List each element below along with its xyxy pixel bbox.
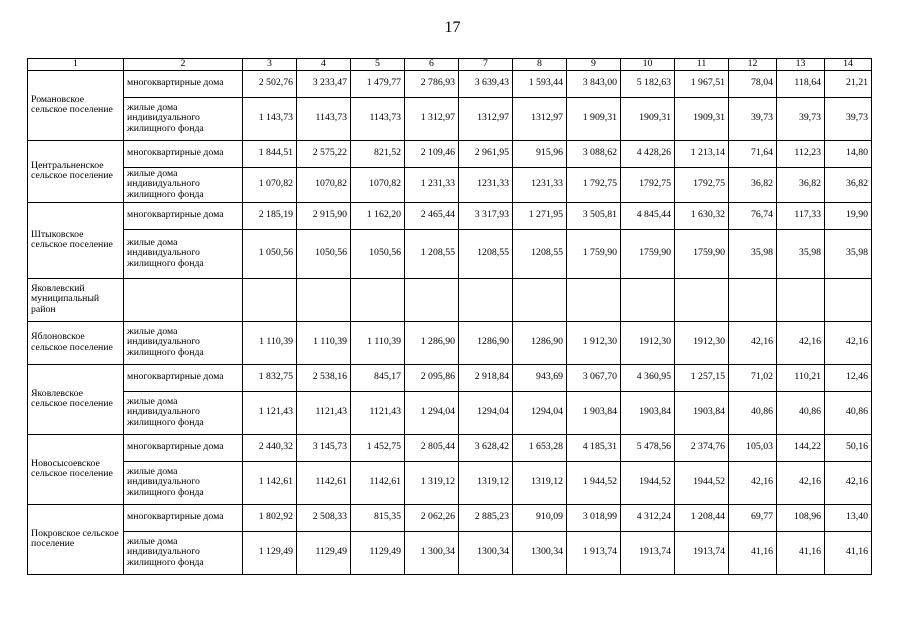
value-cell: 2 885,23 [459, 504, 513, 531]
column-number-header: 13 [777, 59, 825, 71]
housing-type-cell: жилые дома индивидуального жилищного фонда [124, 97, 243, 140]
value-cell: 1 944,52 [567, 461, 621, 504]
value-cell: 71,64 [729, 140, 777, 167]
value-cell: 41,16 [729, 531, 777, 574]
value-cell: 1208,55 [459, 229, 513, 278]
value-cell: 1319,12 [513, 461, 567, 504]
value-cell: 1 129,49 [243, 531, 297, 574]
empty-cell [405, 278, 459, 321]
value-cell: 1143,73 [351, 97, 405, 140]
value-cell: 1 300,34 [405, 531, 459, 574]
empty-cell [825, 278, 872, 321]
value-cell: 42,16 [825, 321, 872, 364]
value-cell: 1231,33 [459, 167, 513, 202]
housing-type-cell: многоквартирные дома [124, 364, 243, 391]
value-cell: 1 257,15 [675, 364, 729, 391]
value-cell: 1129,49 [297, 531, 351, 574]
value-cell: 1050,56 [297, 229, 351, 278]
value-cell: 1286,90 [459, 321, 513, 364]
value-cell: 1 070,82 [243, 167, 297, 202]
value-cell: 2 575,22 [297, 140, 351, 167]
value-cell: 2 508,33 [297, 504, 351, 531]
table-row [28, 70, 872, 97]
value-cell: 36,82 [825, 167, 872, 202]
value-cell: 69,77 [729, 504, 777, 531]
table-row [28, 364, 872, 391]
value-cell: 1903,84 [675, 391, 729, 434]
value-cell: 1208,55 [513, 229, 567, 278]
column-number-header: 9 [567, 59, 621, 71]
value-cell: 2 062,26 [405, 504, 459, 531]
value-cell: 1 121,43 [243, 391, 297, 434]
value-cell: 1 452,75 [351, 434, 405, 461]
value-cell: 42,16 [825, 461, 872, 504]
value-cell: 1 630,32 [675, 202, 729, 229]
value-cell: 1913,74 [621, 531, 675, 574]
value-cell: 1 142,61 [243, 461, 297, 504]
value-cell: 845,17 [351, 364, 405, 391]
value-cell: 1319,12 [459, 461, 513, 504]
empty-cell [351, 278, 405, 321]
column-number-header: 12 [729, 59, 777, 71]
table-row [28, 140, 872, 167]
value-cell: 144,22 [777, 434, 825, 461]
housing-type-cell: многоквартирные дома [124, 504, 243, 531]
empty-cell [567, 278, 621, 321]
value-cell: 35,98 [729, 229, 777, 278]
value-cell: 42,16 [729, 321, 777, 364]
value-cell: 1944,52 [675, 461, 729, 504]
value-cell: 42,16 [777, 461, 825, 504]
municipality-cell: Яковлевское сельское поселение [28, 364, 124, 434]
table-row [28, 321, 872, 364]
empty-cell [777, 278, 825, 321]
table-row [28, 229, 872, 278]
value-cell: 1759,90 [621, 229, 675, 278]
value-cell: 4 428,26 [621, 140, 675, 167]
value-cell: 1 759,90 [567, 229, 621, 278]
value-cell: 2 502,76 [243, 70, 297, 97]
value-cell: 1 294,04 [405, 391, 459, 434]
value-cell: 118,64 [777, 70, 825, 97]
value-cell: 821,52 [351, 140, 405, 167]
value-cell: 1142,61 [297, 461, 351, 504]
municipality-cell: Центральненское сельское поселение [28, 140, 124, 202]
value-cell: 5 182,63 [621, 70, 675, 97]
value-cell: 1129,49 [351, 531, 405, 574]
column-number-header: 14 [825, 59, 872, 71]
table-row [28, 531, 872, 574]
value-cell: 40,86 [825, 391, 872, 434]
value-cell: 12,46 [825, 364, 872, 391]
value-cell: 1909,31 [621, 97, 675, 140]
empty-cell [124, 278, 243, 321]
empty-cell [243, 278, 297, 321]
column-number-header: 4 [297, 59, 351, 71]
value-cell: 3 088,62 [567, 140, 621, 167]
table-row [28, 504, 872, 531]
value-cell: 1231,33 [513, 167, 567, 202]
column-number-header: 10 [621, 59, 675, 71]
value-cell: 2 915,90 [297, 202, 351, 229]
value-cell: 78,04 [729, 70, 777, 97]
value-cell: 1912,30 [675, 321, 729, 364]
value-cell: 35,98 [825, 229, 872, 278]
value-cell: 13,40 [825, 504, 872, 531]
value-cell: 1300,34 [513, 531, 567, 574]
housing-type-cell: жилые дома индивидуального жилищного фонда [124, 167, 243, 202]
value-cell: 1 312,97 [405, 97, 459, 140]
value-cell: 915,96 [513, 140, 567, 167]
value-cell: 1 913,74 [567, 531, 621, 574]
value-cell: 110,21 [777, 364, 825, 391]
value-cell: 71,02 [729, 364, 777, 391]
value-cell: 1 208,55 [405, 229, 459, 278]
value-cell: 1 050,56 [243, 229, 297, 278]
value-cell: 40,86 [777, 391, 825, 434]
table-row [28, 202, 872, 229]
table-row [28, 461, 872, 504]
value-cell: 2 538,16 [297, 364, 351, 391]
value-cell: 1121,43 [297, 391, 351, 434]
municipality-cell: Штыковское сельское поселение [28, 202, 124, 278]
table-row [28, 434, 872, 461]
value-cell: 1142,61 [351, 461, 405, 504]
value-cell: 1312,97 [459, 97, 513, 140]
housing-type-cell: многоквартирные дома [124, 202, 243, 229]
value-cell: 19,90 [825, 202, 872, 229]
value-cell: 1050,56 [351, 229, 405, 278]
empty-cell [675, 278, 729, 321]
value-cell: 76,74 [729, 202, 777, 229]
empty-cell [297, 278, 351, 321]
value-cell: 2 095,86 [405, 364, 459, 391]
value-cell: 1143,73 [297, 97, 351, 140]
value-cell: 1 162,20 [351, 202, 405, 229]
value-cell: 1 208,44 [675, 504, 729, 531]
housing-type-cell: жилые дома индивидуального жилищного фонда [124, 461, 243, 504]
value-cell: 112,23 [777, 140, 825, 167]
value-cell: 108,96 [777, 504, 825, 531]
value-cell: 39,73 [729, 97, 777, 140]
value-cell: 4 360,95 [621, 364, 675, 391]
value-cell: 2 918,84 [459, 364, 513, 391]
column-number-header: 1 [28, 59, 124, 71]
housing-type-cell: многоквартирные дома [124, 434, 243, 461]
column-number-header: 3 [243, 59, 297, 71]
value-cell: 41,16 [777, 531, 825, 574]
value-cell: 1 912,30 [567, 321, 621, 364]
value-cell: 4 185,31 [567, 434, 621, 461]
value-cell: 39,73 [825, 97, 872, 140]
value-cell: 3 317,93 [459, 202, 513, 229]
value-cell: 3 843,00 [567, 70, 621, 97]
value-cell: 1 903,84 [567, 391, 621, 434]
value-cell: 3 067,70 [567, 364, 621, 391]
value-cell: 1944,52 [621, 461, 675, 504]
value-cell: 42,16 [777, 321, 825, 364]
value-cell: 815,35 [351, 504, 405, 531]
value-cell: 50,16 [825, 434, 872, 461]
value-cell: 1 110,39 [243, 321, 297, 364]
housing-type-cell: многоквартирные дома [124, 140, 243, 167]
value-cell: 117,33 [777, 202, 825, 229]
column-number-header: 5 [351, 59, 405, 71]
value-cell: 14,80 [825, 140, 872, 167]
value-cell: 1 967,51 [675, 70, 729, 97]
empty-cell [621, 278, 675, 321]
district-row [28, 278, 872, 321]
value-cell: 2 961,95 [459, 140, 513, 167]
value-cell: 3 628,42 [459, 434, 513, 461]
value-cell: 943,69 [513, 364, 567, 391]
value-cell: 36,82 [729, 167, 777, 202]
value-cell: 1903,84 [621, 391, 675, 434]
value-cell: 1294,04 [459, 391, 513, 434]
value-cell: 40,86 [729, 391, 777, 434]
municipality-cell: Новосысоевское сельское поселение [28, 434, 124, 504]
value-cell: 2 185,19 [243, 202, 297, 229]
value-cell: 1121,43 [351, 391, 405, 434]
value-cell: 1792,75 [621, 167, 675, 202]
value-cell: 1312,97 [513, 97, 567, 140]
table-row [28, 167, 872, 202]
value-cell: 3 639,43 [459, 70, 513, 97]
housing-type-cell: жилые дома индивидуального жилищного фонда [124, 229, 243, 278]
district-cell: Яковлевский муниципальный район [28, 278, 124, 321]
value-cell: 1792,75 [675, 167, 729, 202]
value-cell: 39,73 [777, 97, 825, 140]
value-cell: 2 805,44 [405, 434, 459, 461]
value-cell: 1 286,90 [405, 321, 459, 364]
value-cell: 1912,30 [621, 321, 675, 364]
value-cell: 1070,82 [351, 167, 405, 202]
column-number-header: 7 [459, 59, 513, 71]
value-cell: 2 374,76 [675, 434, 729, 461]
value-cell: 2 786,93 [405, 70, 459, 97]
empty-cell [513, 278, 567, 321]
empty-cell [459, 278, 513, 321]
value-cell: 36,82 [777, 167, 825, 202]
value-cell: 1300,34 [459, 531, 513, 574]
table-row [28, 97, 872, 140]
value-cell: 1286,90 [513, 321, 567, 364]
page-number: 17 [444, 19, 461, 36]
housing-type-cell: жилые дома индивидуального жилищного фонда [124, 391, 243, 434]
value-cell: 5 478,56 [621, 434, 675, 461]
housing-type-cell: жилые дома индивидуального жилищного фонда [124, 531, 243, 574]
table-row [28, 391, 872, 434]
value-cell: 1 832,75 [243, 364, 297, 391]
value-cell: 3 145,73 [297, 434, 351, 461]
value-cell: 2 465,44 [405, 202, 459, 229]
municipality-cell: Покровское сельское поселение [28, 504, 124, 574]
column-number-header: 6 [405, 59, 459, 71]
tariff-table [27, 58, 872, 575]
value-cell: 1 593,44 [513, 70, 567, 97]
value-cell: 1070,82 [297, 167, 351, 202]
value-cell: 1 802,92 [243, 504, 297, 531]
empty-cell [729, 278, 777, 321]
value-cell: 2 109,46 [405, 140, 459, 167]
value-cell: 1 479,77 [351, 70, 405, 97]
value-cell: 1 271,95 [513, 202, 567, 229]
value-cell: 2 440,32 [243, 434, 297, 461]
value-cell: 4 845,44 [621, 202, 675, 229]
housing-type-cell: многоквартирные дома [124, 70, 243, 97]
column-number-header: 8 [513, 59, 567, 71]
value-cell: 4 312,24 [621, 504, 675, 531]
value-cell: 1 319,12 [405, 461, 459, 504]
value-cell: 35,98 [777, 229, 825, 278]
value-cell: 1 653,28 [513, 434, 567, 461]
value-cell: 3 505,81 [567, 202, 621, 229]
value-cell: 1 143,73 [243, 97, 297, 140]
value-cell: 41,16 [825, 531, 872, 574]
value-cell: 1 213,14 [675, 140, 729, 167]
value-cell: 1 110,39 [351, 321, 405, 364]
value-cell: 1 231,33 [405, 167, 459, 202]
housing-type-cell: жилые дома индивидуального жилищного фонда [124, 321, 243, 364]
header-row [28, 59, 872, 71]
value-cell: 1 844,51 [243, 140, 297, 167]
municipality-cell: Романовское сельское поселение [28, 70, 124, 140]
column-number-header: 2 [124, 59, 243, 71]
value-cell: 21,21 [825, 70, 872, 97]
value-cell: 1913,74 [675, 531, 729, 574]
value-cell: 42,16 [729, 461, 777, 504]
value-cell: 1909,31 [675, 97, 729, 140]
value-cell: 1 110,39 [297, 321, 351, 364]
municipality-cell: Яблоновское сельское поселение [28, 321, 124, 364]
column-number-header: 11 [675, 59, 729, 71]
value-cell: 105,03 [729, 434, 777, 461]
value-cell: 1 909,31 [567, 97, 621, 140]
value-cell: 3 233,47 [297, 70, 351, 97]
value-cell: 1294,04 [513, 391, 567, 434]
value-cell: 1759,90 [675, 229, 729, 278]
value-cell: 1 792,75 [567, 167, 621, 202]
value-cell: 3 018,99 [567, 504, 621, 531]
value-cell: 910,09 [513, 504, 567, 531]
